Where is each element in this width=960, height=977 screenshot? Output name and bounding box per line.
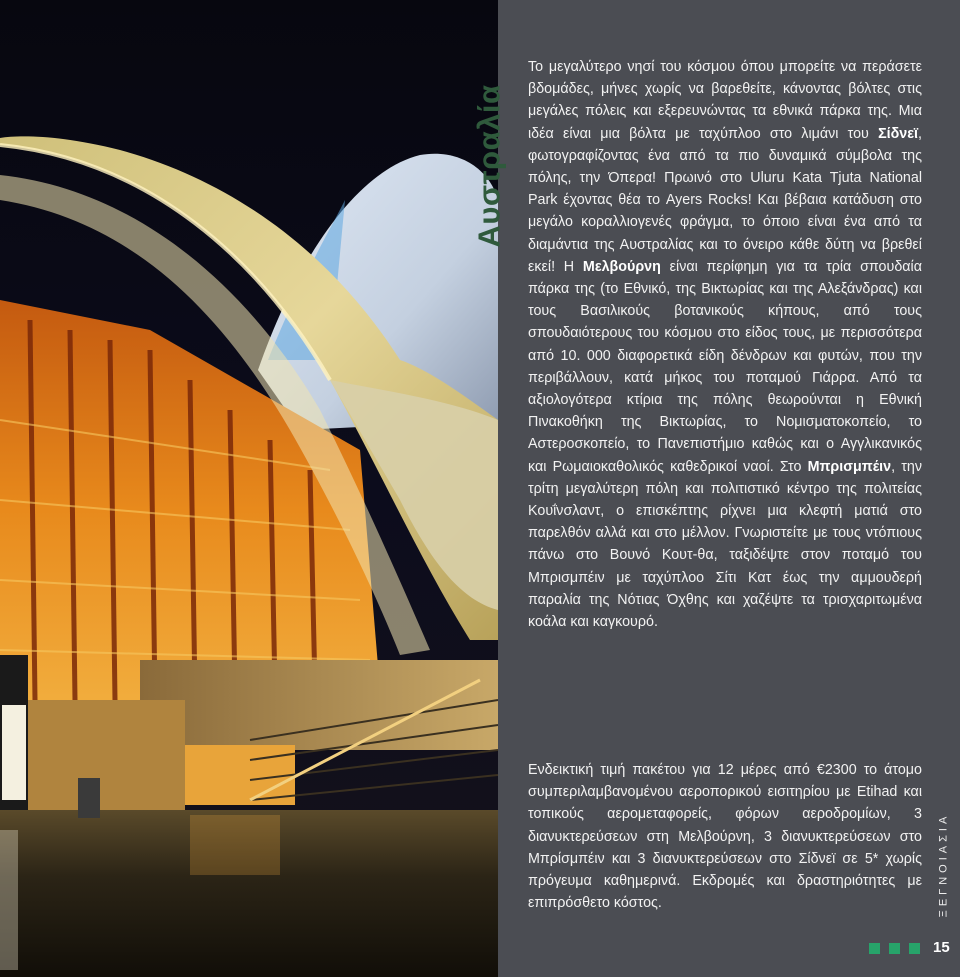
- article-brisbane-part: , την τρίτη μεγαλύτερη πόλη και πολιτιστικό κέντρο της πολιτείας Κουΐνσλαντ, ο επισκέπτης ρίχνει μια κλεφτή ματιά στο παρελθόν αλλά και στο μέλλον. Γνωριστείτε με τους ντόπιους πάνω στο Βουνό Κουτ-θα, ταξιδέψτε στον ποταμό του Μπρισμπέιν με ταχύπλοο Σίτι Κατ έως την αμμουδερή παραλία της Νότιας Όχθης και χαζέψτε τα τρισχαριτωμένα κοάλα και καγκουρό.: [528, 458, 922, 631]
- city-brisbane: Μπρισμπέιν: [807, 458, 892, 475]
- page-decoration-squares: [869, 943, 920, 954]
- square-icon: [889, 943, 900, 954]
- article-melbourne-part: είναι περίφημη για τα τρία σπουδαία πάρκα της (το Εθνικό, της Βικτωρίας και της Αλεξάνδρας) και τους Βασιλικούς βοτανικούς κήπους, από τους σπουδαιότερους του κόσμου στο είδος τους, με περισσότερα από 10. 000 διαφορετικά είδη δένδρων και φυτών, που την περιβάλλουν, κατά μήκος του ποταμού Γιάρρα. Από τα αξιολογότερα κτίρια της πόλης θεωρούνται η Εθνική Πινακοθήκη της Βικτωρίας, το Νομισματοκοπείο, το Αστεροσκοπείο, το Πανεπιστήμιο καθώς και ο Αγγλικανικός και Ρωμαιοκαθολικός καθεδρικοί ναοί. Στο: [528, 258, 922, 475]
- article-body: [528, 56, 922, 633]
- magazine-label-text: ΞΕΓΝΟΙΑΣΙΑ: [937, 812, 950, 918]
- package-price-info: Ενδεικτική τιμή πακέτου για 12 μέρες από €2300 το άτομο συμπεριλαμβανομένου αεροπορικού εισιτηρίου με Etihad και τοπικούς αερομεταφορείς, φόρων αεροδρομίων, 3 διανυκτερεύσεων στη Μελβούρνη, 3 διανυκτερεύσεων στο Μπρίσμπέιν και 3 διανυκτερεύσεων στο Σίδνεϊ σε 5* χωρίς πρόγευμα καθημερινά. Εκδρομές και δραστηριότητες με επιπρόσθετο κόστος.: [528, 762, 922, 912]
- square-icon: [869, 943, 880, 954]
- article-intro: Το μεγαλύτερο νησί του κόσμου όπου μπορείτε να περάσετε βδομάδες, μήνες χωρίς να βαρεθείτε, κάνοντας βόλτες στις μεγάλες πόλεις και εξερευνώντας τα εθνικά πάρκα της. Μια ιδέα είναι μια βόλτα με ταχύπλοο στο λιμάνι του: [528, 59, 922, 142]
- magazine-label: [931, 800, 955, 930]
- section-title: [470, 58, 510, 273]
- article-sydney-part: , φωτογραφίζοντας ένα από τα πιο δυναμικά σύμβολα της πόλης, την Όπερα! Πρωινό στο Uluru Kata Tjuta National Park έχοντας θέα το Ayers Rocks! Και βέβαια κατάδυση στο μεγάλο κοραλλιογενές φράγμα, το όποιο είναι ένα από τα διαμάντια της Αυστραλίας και το όνειρο κάθε δύτη να βρεθεί εκεί! Η: [528, 125, 922, 275]
- city-melbourne: Μελβούρνη: [582, 258, 661, 275]
- square-icon: [909, 943, 920, 954]
- city-sydney: Σίδνεϊ: [878, 125, 919, 142]
- page-number: 15: [933, 939, 950, 956]
- section-title-text: Αυστραλία: [472, 83, 507, 248]
